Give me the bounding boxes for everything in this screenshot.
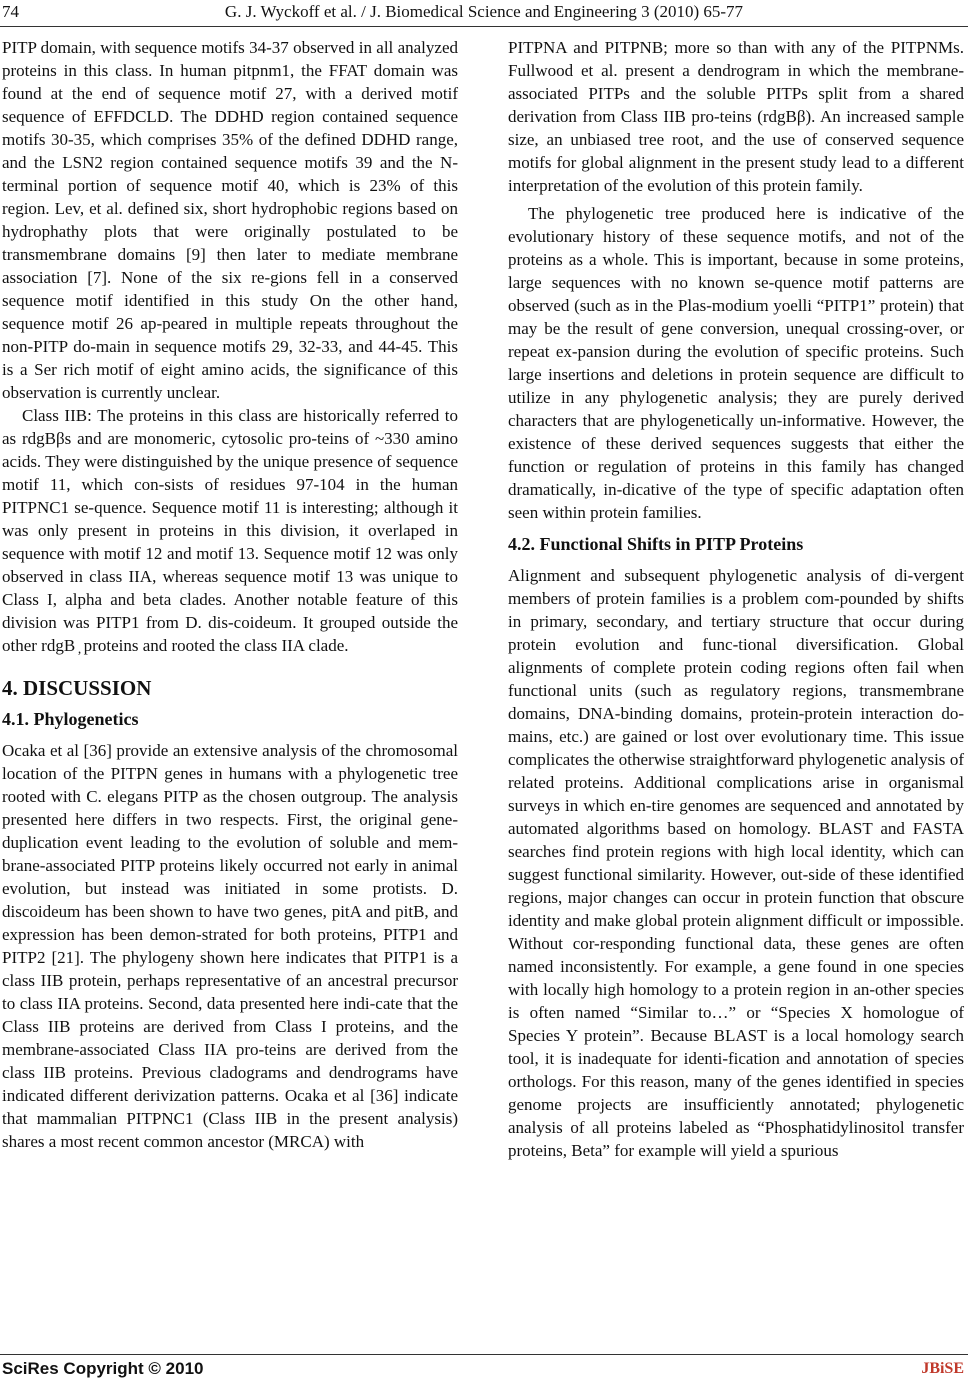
paragraph: Class IIB: The proteins in this class are historically referred to as rdgBβs and are monomeric, cytosolic pro-teins of ~330 amino acids. They were distinguished by the unique presence of sequence motif 11, which con-sists of residues 97-104 in the human PITPNC1 se-quence. Sequence motif 11 is interesting; although it was only present in proteins in this division, it overlaped in sequence with motif 12 and motif 13. Sequence motif 12 was only observed in class IIA, whereas sequence motif 13 was unique to Class I, alpha and beta clades. Another notable feature of this division was PITP1 from D. dis-coideum. It grouped outside the other rdgB ̦ proteins and rooted the class IIA clade.	[2, 406, 458, 655]
paragraph: The phylogenetic tree produced here is indicative of the evolutionary history of these sequence motifs, and not of the proteins as a whole. This is important, because in some proteins, large sequences with no known se-quence motif patterns are observed (such as in the Plas-modium yoelli “PITP1” protein) that may be the result of gene conversion, unequal crossing-over, or repeat ex-pansion during the evolution of specific proteins. Such large insertions and deletions in protein sequence are difficult to utilize in any phylogenetic analysis; they are purely derived characters that are phylogenetically un-informative. However, the existence of these derived sequences suggests that either the function or regulation of proteins in this family has changed dramatically, in-dicative of the type of specific adaptation often seen within protein families.	[508, 204, 964, 522]
journal-abbrev: JBiSE	[921, 1360, 964, 1377]
right-column	[508, 36, 964, 1162]
paragraph: PITP domain, with sequence motifs 34-37 observed in all analyzed proteins in this class. In human pitpnm1, the FFAT domain was found at the end of sequence motif 27, with a derived motif sequence of EFFDCLD. The DDHD region contained sequence motifs 30-35, which comprises 35% of the defined DDHD range, and the LSN2 region contained sequence motifs 39 and the N-terminal portion of sequence motif 40, which is 23% of this region. Lev, et al. defined six, short hydrophobic regions based on hydrophathy plots that were originally postulated to be transmembrane domains [9] then later to mediate membrane association [7]. None of the six re-gions fell in a conserved sequence motif identified in this study On the other hand, sequence motif 26 ap-peared in multiple repeats throughout the non-PITP do-main in sequence motifs 29, 32-33, and 44-45. This is a Ser rich motif of eight amino acids, the significance of this observation is currently unclear.	[2, 38, 458, 402]
page-number: 74	[2, 2, 19, 21]
running-head: G. J. Wyckoff et al. / J. Biomedical Science and Engineering 3 (2010) 65-77	[224, 2, 744, 21]
page-header	[0, 0, 968, 26]
paragraph: PITPNA and PITPNB; more so than with any of the PITPNMs. Fullwood et al. present a dendrogram in which the membrane-associated PITPs and the soluble PITPs split from a shared derivation from Class IIB pro-teins (rdgBβ). An increased sample size, an unbiased tree root, and the use of conserved sequence motifs for global alignment in the present study lead to a different interpretation of the evolution of this protein family.	[508, 38, 964, 195]
subsection-heading: 4.1. Phylogenetics	[2, 709, 139, 729]
footer-rule	[0, 1354, 968, 1355]
header-rule	[0, 26, 968, 27]
copyright-notice: SciRes Copyright © 2010	[2, 1359, 204, 1378]
paragraph: Alignment and subsequent phylogenetic analysis of di-vergent members of protein families is a problem com-pounded by shifts in primary, secondary, and tertiary structure that occur during protein evolution and func-tional diversification. Global alignments of complete protein coding regions often fail when functional units (such as regulatory regions, transmembrane domains, DNA-binding domains, protein-protein interaction do-mains, etc.) are gained or lost over evolutionary time. This issue complicates the otherwise straightforward phylogenetic analysis of related proteins. Additional complications arise in organismal surveys in which en-tire genomes are sequenced and annotated by automated algorithms based on homology. BLAST and FASTA searches find protein regions with high local identity, which can suggest functional similarity. However, out-side of these identified regions, major changes can occur in protein function that obscure identity and make global protein alignment difficult or impossible. Without cor-responding functional data, these genes are often named inconsistently. For example, a gene found in one species with locally high homology to a protein region in an-other species is often named “Similar to…” or “Species X homologue of Species Y protein”. Because BLAST is a local homology search tool, it is inadequate for identi-fication and annotation of species orthologs. For this reason, many of the genes identified in species genome projects are insufficiently annotated; phylogenetic analysis of all proteins labeled as “Phosphatidylinositol transfer proteins, Beta” for example will yield a spurious	[508, 566, 964, 1160]
paragraph: Ocaka et al [36] provide an extensive analysis of the chromosomal location of the PITPN genes in humans with a phylogenetic tree rooted with C. elegans PITP as the chosen outgroup. The analysis presented here differs in two respects. First, the original gene-duplication event leading to the evolution of soluble and mem-brane-associated PITP proteins likely occurred not early in animal evolution, but instead was initiated in some protists. D. discoideum has been shown to have two genes, pitA and pitB, and expression has been demon-strated for both proteins, PITP1 and PITP2 [21]. The phylogeny shown here indicates that PITP1 is a class IIB protein, perhaps representative of an ancestral precursor to class IIA proteins. Second, data presented here indi-cate that the Class IIB proteins are derived from Class I proteins, and the membrane-associated Class IIA pro-teins are derived from the class IIB proteins. Previous cladograms and dendrograms have indicated different derivization patterns. Ocaka et al [36] indicate that mammalian PITPNC1 (Class IIB in the present analysis) shares a most recent common ancestor (MRCA) with	[2, 741, 458, 1151]
left-column	[2, 36, 458, 1153]
subsection-heading: 4.2. Functional Shifts in PITP Proteins	[508, 534, 804, 554]
section-heading: 4. DISCUSSION	[2, 676, 152, 700]
